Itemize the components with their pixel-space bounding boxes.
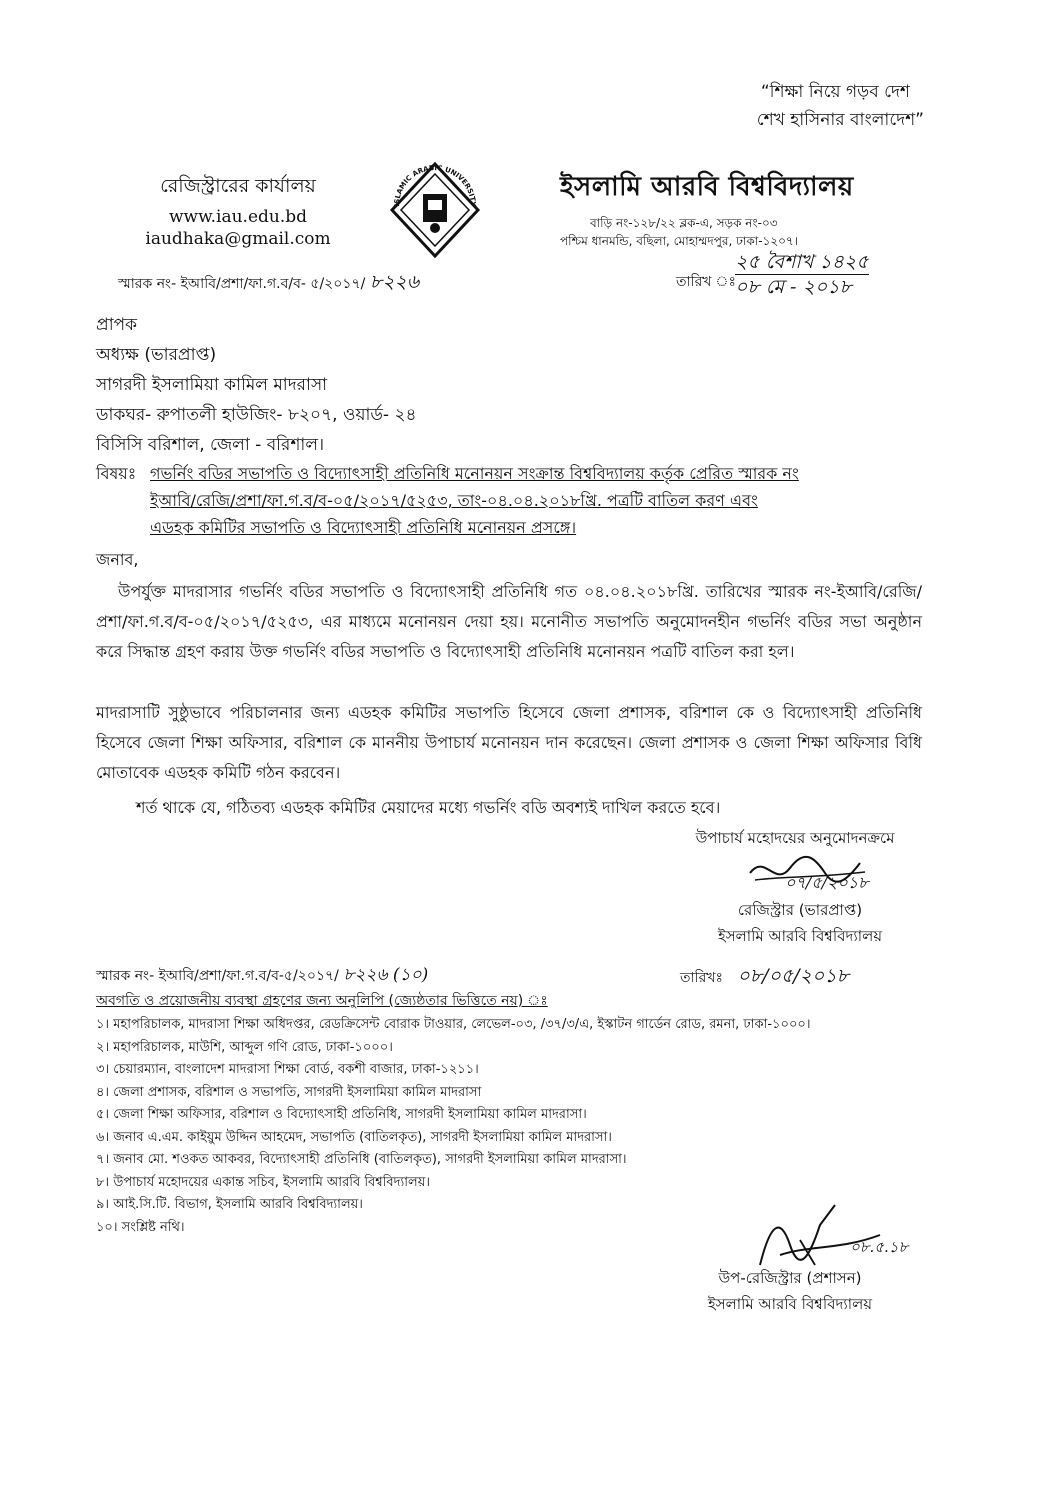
recipient-line-3: ডাকঘর- রুপাতলী হাউজিং- ৮২০৭, ওয়ার্ড- ২৪ — [96, 405, 417, 425]
memo2-number — [96, 962, 428, 990]
slogan-line-2: শেখ হাসিনার বাংলাদেশ” — [756, 110, 924, 130]
recipient-line-1: অধ্যক্ষ (ভারপ্রাপ্ত) — [96, 345, 217, 365]
address-line-2: পশ্চিম ধানমন্ডি, বছিলা, মোহাম্মদপুর, ঢাকা-১২০৭। — [560, 234, 799, 248]
deputy-registrar-block — [675, 1265, 905, 1317]
recipient-line-2: সাগরদী ইসলামিয়া কামিল মাদরাসা — [96, 375, 328, 395]
office-name: রেজিস্ট্রারের কার্যালয় — [160, 175, 316, 197]
approval-note: উপাচার্য মহোদয়ের অনুমোদনক্রমে — [695, 829, 895, 847]
date-label: তারিখ ঃ — [676, 274, 736, 290]
email-address: iaudhaka@gmail.com — [145, 229, 331, 249]
subject-block — [96, 460, 926, 541]
recipient-line-4: বিসিসি বরিশাল, জেলা - বরিশাল। — [96, 435, 325, 455]
deputy-registrar-signature-date: ০৮.৫.১৮ — [850, 1238, 909, 1256]
date-english: ০৮ মে - ২০১৮ — [735, 276, 852, 298]
cc-item: ৯। আই.সি.টি. বিভাগ, ইসলামি আরবি বিশ্ববিদ্যালয়। — [96, 1197, 363, 1212]
memo-number-handwritten: ৮২২৬ — [369, 271, 420, 293]
university-header — [560, 166, 854, 250]
cc-item: ৮। উপাচার্য মহোদয়ের একান্ত সচিব, ইসলামি আরবি বিশ্ববিদ্যালয়। — [96, 1174, 431, 1190]
subject-line-1: গভর্নিং বডির সভাপতি ও বিদ্যোৎসাহী প্রতিনিধি মনোনয়ন সংক্রান্ত বিশ্ববিদ্যালয় কর্তৃক প্রেরিত স্মারক নং — [150, 464, 799, 483]
registrar-signature-date: ০৭/৫/২০১৮ — [785, 873, 869, 892]
recipient-block — [96, 310, 417, 460]
cc-item: ১০। সংশ্লিষ্ট নথি। — [96, 1219, 185, 1235]
memo2-number-handwritten: ৮২২৬ (১০) — [343, 965, 429, 985]
cc-item: ১। মহাপরিচালক, মাদরাসা শিক্ষা অধিদপ্তর, রেডক্রিসেন্ট বোরাক টাওয়ার, লেভেল-০৩, /৩৭/৩/এ, ইস্কাটন গার্ডেন রোড, রমনা, ঢাকা-১০০০। — [96, 1017, 811, 1032]
subject-line-2: ইআবি/রেজি/প্রশা/ফা.গ.ব/ব-০৫/২০১৭/৫২৫৩, তাং-০৪.০৪.২০১৮খ্রি. পত্রটি বাতিল করণ এবং — [150, 491, 758, 510]
university-name: ইসলামি আরবি বিশ্ববিদ্যালয় — [560, 172, 854, 202]
memo-date — [676, 262, 736, 294]
salutation: জনাব, — [96, 550, 139, 569]
deputy-registrar-signature — [740, 1195, 910, 1275]
registrar-title: রেজিস্ট্রার (ভারপ্রাপ্ত) — [737, 901, 863, 919]
slogan-line-1: “শিক্ষা নিয়ে গড়ব দেশ — [760, 82, 910, 102]
cc-item: ২। মহাপরিচালক, মাউশি, আব্দুল গণি রোড, ঢাকা-১০০০। — [96, 1039, 393, 1055]
cc-item: ৬। জনাব এ.এম. কাইয়ুম উদ্দিন আহমেদ, সভাপতি (বাতিলকৃত), সাগরদী ইসলামিয়া কামিল মাদরাসা। — [96, 1129, 612, 1145]
cc-heading: অবগতি ও প্রয়োজনীয় ব্যবস্থা গ্রহণের জন্য অনুলিপি (জ্যেষ্ঠতার ভিত্তিতে নয়) ঃ — [96, 993, 548, 1009]
deputy-registrar-org: ইসলামি আরবি বিশ্ববিদ্যালয় — [707, 1295, 873, 1313]
subject-line-3: এডহক কমিটির সভাপতি ও বিদ্যোৎসাহী প্রতিনিধি মনোনয়ন প্রসঙ্গে। — [150, 518, 577, 537]
date-bangla: ২৫ বৈশাখ ১৪২৫ — [735, 251, 869, 273]
cc-item: ৩। চেয়ারম্যান, বাংলাদেশ মাদরাসা শিক্ষা বোর্ড, বকশী বাজার, ঢাকা-১২১১। — [96, 1062, 479, 1077]
cc-item: ৭। জনাব মো. শওকত আকবর, বিদ্যোৎসাহী প্রতিনিধি (বাতিলকৃত), সাগরদী ইসলামিয়া কামিল মাদরাসা। — [96, 1152, 627, 1167]
address-line-1: বাড়ি নং-১২৮/২২ ব্লক-এ, সড়ক নং-০৩ — [590, 216, 778, 230]
university-logo — [385, 160, 485, 260]
logo-text: ISLAMIC ARABIC UNIVERSITY — [392, 164, 478, 207]
registrar-block — [690, 897, 910, 949]
slogan — [610, 78, 924, 134]
body-paragraph-2: মাদরাসাটি সুষ্ঠুভাবে পরিচালনার জন্য এডহক কমিটির সভাপতি হিসেবে জেলা প্রশাসক, বরিশাল কে ও বিদ্যোৎসাহী প্রতিনিধি হিসেবে জেলা শিক্ষা অফিসার, বরিশাল কে মাননীয় উপাচার্য মনোনয়ন দান করেছেন। জেলা প্রশাসক ও জেলা শিক্ষা অফিসার বিধি মোতাবেক এডহক কমিটি গঠন করবেন। — [96, 703, 922, 782]
recipient-label: প্রাপক — [96, 315, 138, 335]
memo-number-text: স্মারক নং- ইআবি/প্রশা/ফা.গ.ব/ব- ৫/২০১৭/ — [118, 276, 366, 292]
office-block — [108, 172, 368, 249]
memo2-date — [680, 962, 849, 994]
cc-item: ৪। জেলা প্রশাসক, বরিশাল ও সভাপতি, সাগরদী ইসলামিয়া কামিল মাদরাসা — [96, 1084, 482, 1100]
body-paragraph-1: উপর্যুক্ত মাদরাসার গভর্নিং বডির সভাপতি ও বিদ্যোৎসাহী প্রতিনিধি গত ০৪.০৪.২০১৮খ্রি. তারিখের স্মারক নং-ইআবি/রেজি/প্রশা/ফা.গ.ব/ব-০৫/২০১৭/৫২৫৩, এর মাধ্যমে মনোনয়ন দেয়া হয়। মনোনীত সভাপতি অনুমোদনহীন গভর্নিং বডির সভা অনুষ্ঠান করে সিদ্ধান্ত গ্রহণ করায় উক্ত গভর্নিং বডির সভাপতি ও বিদ্যোৎসাহী প্রতিনিধি মনোনয়ন পত্রটি বাতিল করা হল। — [96, 582, 922, 661]
registrar-org: ইসলামি আরবি বিশ্ববিদ্যালয় — [717, 927, 883, 945]
website-link: www.iau.edu.bd — [168, 207, 308, 227]
body-paragraph-3: শর্ত থাকে যে, গঠিতব্য এডহক কমিটির মেয়াদের মধ্যে গভর্নিং বডি অবশ্যই দাখিল করতে হবে। — [136, 798, 721, 817]
cc-item: ৫। জেলা শিক্ষা অফিসার, বরিশাল ও বিদ্যোৎসাহী প্রতিনিধি, সাগরদী ইসলামিয়া কামিল মাদরাসা। — [96, 1107, 587, 1122]
memo-number — [118, 268, 419, 300]
deputy-registrar-title: উপ-রেজিস্ট্রার (প্রশাসন) — [718, 1269, 862, 1287]
memo2-date-handwritten: ০৮/০৫/২০১৮ — [737, 965, 849, 987]
memo2-date-label: তারিখঃ — [680, 970, 723, 986]
subject-label: বিষয়ঃ — [96, 464, 137, 483]
memo-date-handwritten — [735, 250, 869, 299]
memo2-number-text: স্মারক নং- ইআবি/প্রশা/ফা.গ.ব/ব-৫/২০১৭/ — [96, 968, 339, 984]
